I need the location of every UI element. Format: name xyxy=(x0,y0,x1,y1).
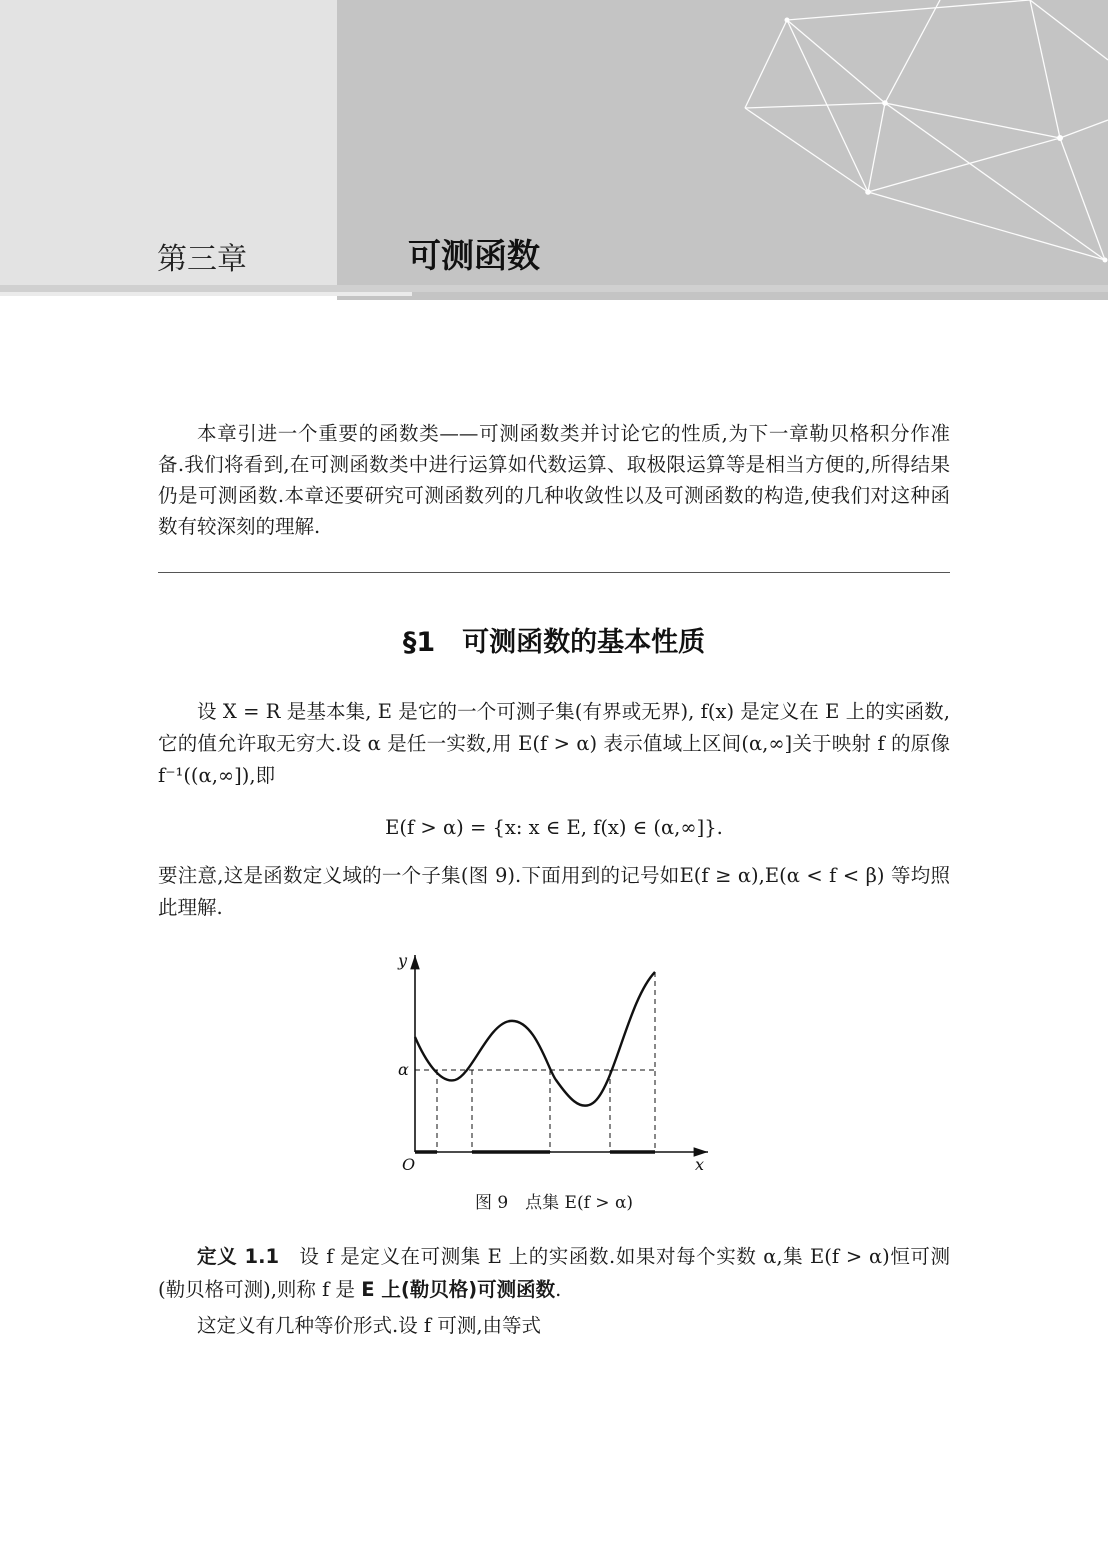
intersection-guides xyxy=(437,972,655,1152)
divider-rule xyxy=(158,572,950,573)
chapter-introduction: 本章引进一个重要的函数类——可测函数类并讨论它的性质,为下一章勒贝格积分作准备.我们将看到,在可测函数类中进行运算如代数运算、取极限运算等是相当方便的,所得结果仍是可测函数.本章还要研究可测函数列的几种收敛性以及可测函数的构造,使我们对这种函数有较深刻的理解. xyxy=(158,422,950,538)
definition-end: . xyxy=(555,1278,562,1301)
paragraph-equivalent-forms: 这定义有几种等价形式.设 f 可测,由等式 xyxy=(197,1314,542,1337)
y-axis-label: y xyxy=(398,951,408,970)
definition-text: 设 f 是定义在可测集 E 上的实函数.如果对每个实数 α,集 E(f > α)恒可测(勒贝格可测),则称 f 是 xyxy=(158,1245,950,1301)
definition-1-1 xyxy=(158,1240,950,1306)
alpha-label: α xyxy=(398,1060,409,1079)
display-formula: E(f > α) = {x: x ∈ E, f(x) ∈ (α,∞]}. xyxy=(385,816,723,839)
chapter-header xyxy=(0,0,1108,300)
header-strip-dark xyxy=(337,292,1108,300)
definition-term: E 上(勒贝格)可测函数 xyxy=(361,1278,556,1301)
function-curve xyxy=(415,972,655,1106)
figure-caption: 图 9 点集 E(f > α) xyxy=(474,1193,634,1213)
paragraph-definition-setup: 设 X = R 是基本集, E 是它的一个可测子集(有界或无界), f(x) 是定义在 E 上的实函数,它的值允许取无穷大.设 α 是任一实数,用 E(f > α) 表示值域上区间(α,∞]关于映射 f 的原像 f⁻¹((α,∞]),即 xyxy=(158,700,950,787)
header-strip xyxy=(0,285,1108,292)
definition-label: 定义 1.1 xyxy=(197,1245,280,1268)
section-title: §1 可测函数的基本性质 xyxy=(402,627,706,658)
origin-label: O xyxy=(402,1155,416,1174)
header-strip-light xyxy=(0,292,412,296)
chapter-number: 第三章 xyxy=(157,242,247,277)
paragraph-note: 要注意,这是函数定义域的一个子集(图 9).下面用到的记号如E(f ≥ α),E(α < f < β) 等均照此理解. xyxy=(158,864,950,919)
chapter-title: 可测函数 xyxy=(408,236,540,275)
x-axis-label: x xyxy=(695,1155,705,1174)
